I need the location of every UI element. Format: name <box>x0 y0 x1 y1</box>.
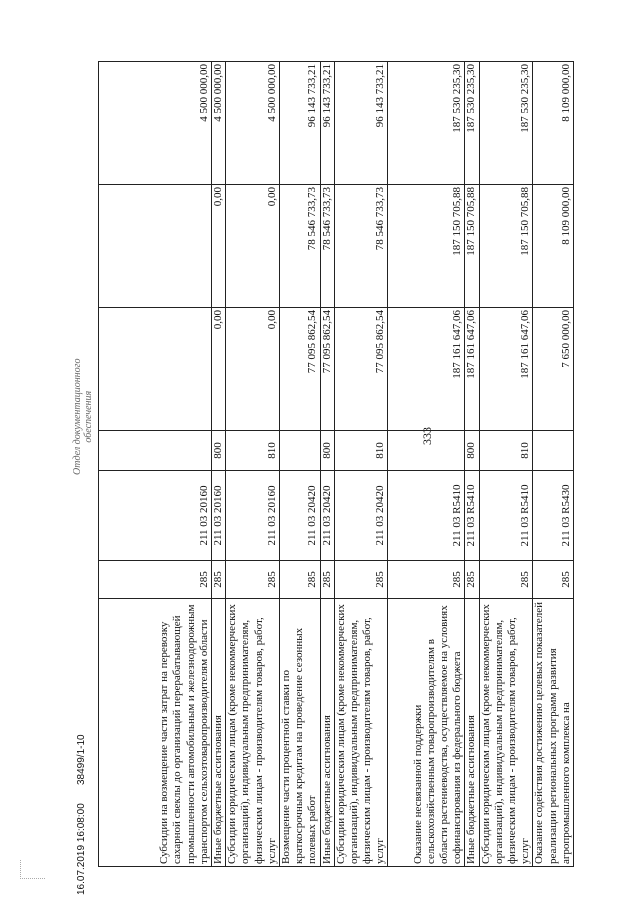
table-row <box>334 62 388 867</box>
amount-2020: 78 546 733,73 <box>279 185 320 308</box>
table-row <box>99 62 212 867</box>
amount-2020: 78 546 733,73 <box>334 185 388 308</box>
target-article-code: 211 03 20160 <box>226 471 280 561</box>
amount-2020: 0,00 <box>212 185 226 308</box>
amount-2021: 8 109 000,00 <box>533 62 574 185</box>
row-description: Субсидии юридическим лицам (кроме некоммерческих организаций), индивидуальным предпринимателям, физическим лицам - производителям товаров, работ, услуг <box>479 599 533 867</box>
row-description: Оказание несвязанной поддержки сельскохозяйственным товаропроизводителям в области растениеводства, осуществляемое на условиях софинансирования из федерального бюджета <box>388 599 465 867</box>
amount-2019: 77 095 862,54 <box>320 308 334 431</box>
target-article-code: 211 03 20160 <box>212 471 226 561</box>
ministry-code: 285 <box>226 561 280 599</box>
amount-2020: 0,00 <box>226 185 280 308</box>
amount-2021: 4 500 000,00 <box>212 62 226 185</box>
row-description: Оказание содействия достижению целевых показателей реализации региональных программ развития агропромышленного комплекса на <box>533 599 574 867</box>
ministry-code: 285 <box>533 561 574 599</box>
ministry-code: 285 <box>212 561 226 599</box>
amount-2019: 77 095 862,54 <box>279 308 320 431</box>
expense-type-code: 800 <box>465 431 479 471</box>
amount-2020: 187 150 705,88 <box>479 185 533 308</box>
amount-2019: 187 161 647,06 <box>479 308 533 431</box>
amount-2019: 0,00 <box>212 308 226 431</box>
table-row <box>279 62 320 867</box>
amount-2021: 187 530 235,30 <box>479 62 533 185</box>
scan-artifact <box>20 860 45 879</box>
budget-table <box>98 61 574 867</box>
ministry-code: 285 <box>465 561 479 599</box>
row-description: Субсидии юридическим лицам (кроме некоммерческих организаций), индивидуальным предпринимателям, физическим лицам - производителям товаров, работ, услуг <box>226 599 280 867</box>
table-row <box>465 62 479 867</box>
amount-2021: 4 500 000,00 <box>226 62 280 185</box>
expense-type-code: 800 <box>320 431 334 471</box>
expense-type-code <box>99 431 212 471</box>
ministry-code: 285 <box>388 561 465 599</box>
row-description: Субсидии на возмещение части затрат на перевозку сахарной свеклы до организаций перерабатывающей промышленности автомобильным и железнодорожным транспортом сельхозтоваропроизводителям области <box>99 599 212 867</box>
row-description: Иные бюджетные ассигнования <box>465 599 479 867</box>
ministry-code: 285 <box>334 561 388 599</box>
footer <box>72 35 112 895</box>
amount-2021: 4 500 000,00 <box>99 62 212 185</box>
amount-2019: 7 650 000,00 <box>533 308 574 431</box>
ministry-code: 285 <box>279 561 320 599</box>
amount-2019: 187 161 647,06 <box>465 308 479 431</box>
amount-2020: 78 546 733,73 <box>320 185 334 308</box>
row-description: Возмещение части процентной ставки по краткосрочным кредитам на проведение сезонных полевых работ <box>279 599 320 867</box>
table-row <box>320 62 334 867</box>
amount-2021: 96 143 733,21 <box>334 62 388 185</box>
expense-type-code: 810 <box>334 431 388 471</box>
table-row <box>212 62 226 867</box>
expense-type-code <box>279 431 320 471</box>
amount-2020 <box>99 185 212 308</box>
expense-type-code <box>388 431 465 471</box>
table-row <box>533 62 574 867</box>
amount-2019: 0,00 <box>226 308 280 431</box>
row-description: Субсидии юридическим лицам (кроме некоммерческих организаций), индивидуальным предпринимателям, физическим лицам - производителям товаров, работ, услуг <box>334 599 388 867</box>
row-description: Иные бюджетные ассигнования <box>320 599 334 867</box>
amount-2020: 187 150 705,88 <box>388 185 465 308</box>
amount-2019 <box>99 308 212 431</box>
row-description: Иные бюджетные ассигнования <box>212 599 226 867</box>
table-row <box>226 62 280 867</box>
amount-2019: 187 161 647,06 <box>388 308 465 431</box>
department-seal: Отдел документационного обеспечения <box>72 358 94 475</box>
expense-type-code: 810 <box>479 431 533 471</box>
ministry-code: 285 <box>479 561 533 599</box>
ministry-code: 285 <box>99 561 212 599</box>
target-article-code: 211 03 R5410 <box>465 471 479 561</box>
expense-type-code: 810 <box>226 431 280 471</box>
target-article-code: 211 03 R5410 <box>479 471 533 561</box>
target-article-code: 211 03 R5410 <box>388 471 465 561</box>
amount-2019: 77 095 862,54 <box>334 308 388 431</box>
amount-2021: 187 530 235,30 <box>465 62 479 185</box>
amount-2020: 187 150 705,88 <box>465 185 479 308</box>
amount-2020: 8 109 000,00 <box>533 185 574 308</box>
table-row <box>479 62 533 867</box>
target-article-code: 211 03 20420 <box>334 471 388 561</box>
target-article-code: 211 03 20420 <box>279 471 320 561</box>
amount-2021: 187 530 235,30 <box>388 62 465 185</box>
page-number: 333 <box>420 427 434 445</box>
ministry-code: 285 <box>320 561 334 599</box>
target-article-code: 211 03 20420 <box>320 471 334 561</box>
table-row <box>388 62 465 867</box>
target-article-code: 211 03 20160 <box>99 471 212 561</box>
target-article-code: 211 03 R5430 <box>533 471 574 561</box>
amount-2021: 96 143 733,21 <box>279 62 320 185</box>
footer-doc-id: 38499/1-10 <box>76 734 87 785</box>
footer-datetime: 16.07.2019 16:08:00 <box>76 803 87 895</box>
expense-type-code: 800 <box>212 431 226 471</box>
amount-2021: 96 143 733,21 <box>320 62 334 185</box>
expense-type-code <box>533 431 574 471</box>
